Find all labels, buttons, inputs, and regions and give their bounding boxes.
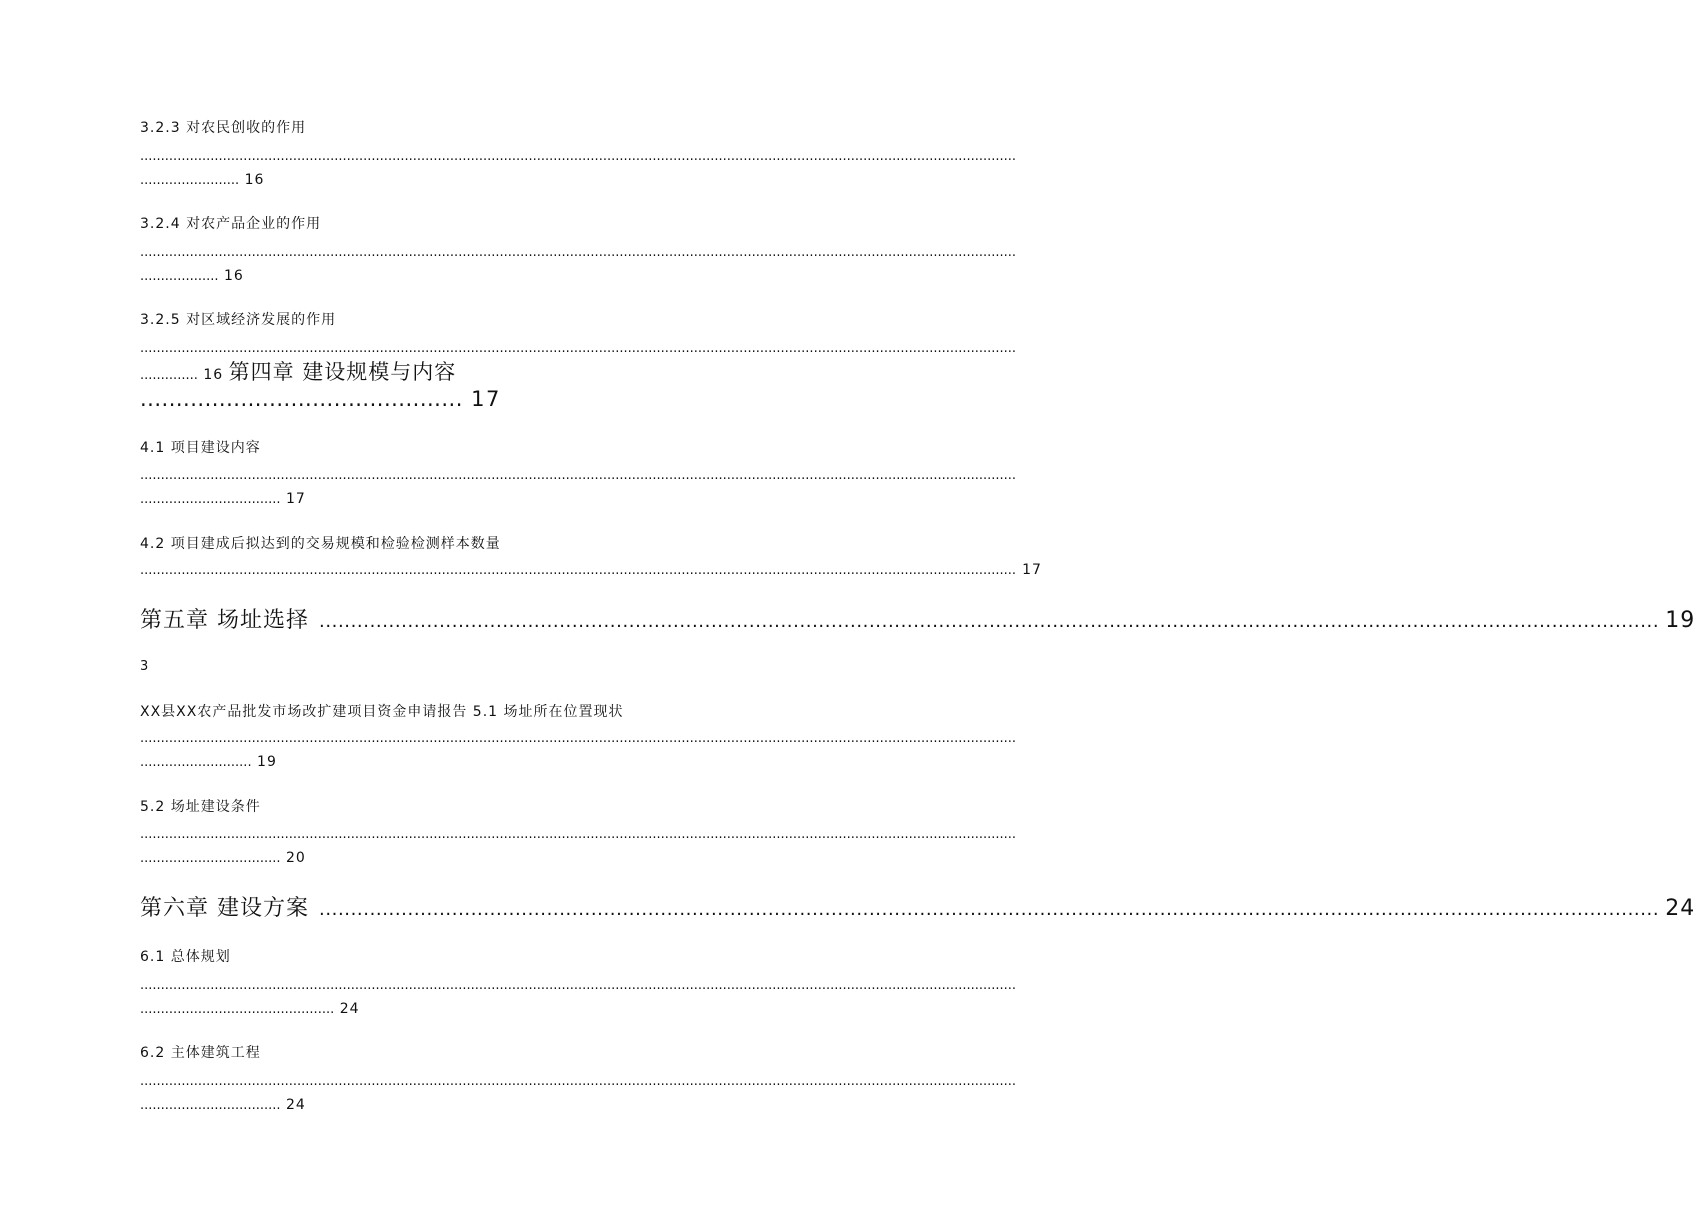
toc-entry-5-1-title: XX县XX农产品批发市场改扩建项目资金申请报告 5.1 场址所在位置现状 xyxy=(140,704,624,720)
toc-entry-6-2-leader: .................................................................................................................................................................................................................... xyxy=(140,1074,1017,1089)
toc-entry-4-2-fill xyxy=(140,561,1042,580)
toc-entry-6-2-line2 xyxy=(140,1096,810,1115)
toc-chapter-4-leader: ............................................. xyxy=(140,387,463,411)
toc-entry-6-1-leader: .................................................................................................................................................................................................................... xyxy=(140,978,1017,993)
toc-entry-6-2-page: 24 xyxy=(285,1097,306,1113)
toc-entry-5-1-page: 19 xyxy=(257,754,277,770)
toc-chapter-4-title: 第四章 建设规模与内容 xyxy=(228,360,457,384)
toc-chapter-6 xyxy=(140,894,1695,925)
toc-entry-3-2-4-leader: .................................................................................................................................................................................................................... xyxy=(140,245,1017,260)
toc-entry-3-2-5-leader: .................................................................................................................................................................................................................... xyxy=(140,341,1017,356)
toc-entry-3-2-3-leader: .................................................................................................................................................................................................................... xyxy=(140,149,1017,164)
toc-chapter-5 xyxy=(140,606,1695,637)
toc-entry-5-2-page: 20 xyxy=(285,850,306,866)
toc-entry-5-1-leader: .................................................................................................................................................................................................................... xyxy=(140,731,1017,746)
toc-entry-6-1-leader-end: ............................................... xyxy=(140,1002,335,1017)
toc-entry-4-1-page: 17 xyxy=(285,491,306,507)
toc-chapter-5-title: 第五章 场址选择 xyxy=(140,608,309,633)
toc-entry-5-1-line2 xyxy=(140,753,810,772)
toc-entry-3-2-3-page: 16 xyxy=(244,172,265,188)
toc-entry-3-2-3-leader-end: ........................ xyxy=(140,173,240,188)
page-number: 3 xyxy=(140,659,150,674)
toc-entry-4-1-title: 4.1 项目建设内容 xyxy=(140,440,261,456)
toc-entry-3-2-3-title: 3.2.3 对农民创收的作用 xyxy=(140,120,307,136)
toc-chapter-4-line2 xyxy=(140,385,810,413)
toc-entry-5-2-line2 xyxy=(140,849,810,868)
toc-entry-6-1-line2 xyxy=(140,1000,810,1019)
toc-entry-4-2-page: 17 xyxy=(1022,562,1042,578)
toc-entry-3-2-5-title: 3.2.5 对区域经济发展的作用 xyxy=(140,312,337,328)
toc-chapter-6-title: 第六章 建设方案 xyxy=(140,896,309,921)
toc-entry-4-1-leader: .................................................................................................................................................................................................................... xyxy=(140,468,1017,483)
toc-entry-4-1-line2 xyxy=(140,490,810,509)
toc-entry-3-2-3-line2 xyxy=(140,171,810,190)
toc-chapter-6-page: 24 xyxy=(1665,896,1695,921)
toc-chapter-6-leader: .................................................................................................................................................................................................................... xyxy=(319,899,1660,920)
toc-chapter-5-leader: .................................................................................................................................................................................................................... xyxy=(319,611,1660,632)
toc-chapter-4-page: 17 xyxy=(471,387,501,411)
toc-entry-3-2-5-leader-end: .............. xyxy=(140,368,198,383)
toc-entry-4-2-line2 xyxy=(140,561,1042,580)
toc-chapter-5-page: 19 xyxy=(1665,608,1695,633)
toc-entry-5-2-title: 5.2 场址建设条件 xyxy=(140,799,261,815)
toc-entry-3-2-4-page: 16 xyxy=(223,268,244,284)
toc-chapter-5-fill xyxy=(140,606,1695,637)
toc-entry-6-1-page: 24 xyxy=(339,1001,360,1017)
toc-entry-3-2-5-page: 16 xyxy=(203,367,224,383)
toc-entry-5-2-leader: .................................................................................................................................................................................................................... xyxy=(140,827,1017,842)
toc-entry-3-2-4-line2 xyxy=(140,267,810,286)
toc-entry-6-1-title: 6.1 总体规划 xyxy=(140,949,231,965)
toc-entry-4-2-title: 4.2 项目建成后拟达到的交易规模和检验检测样本数量 xyxy=(140,536,501,552)
toc-entry-6-2-title: 6.2 主体建筑工程 xyxy=(140,1045,261,1061)
toc-entry-6-2-leader-end: .................................. xyxy=(140,1098,281,1113)
toc-entry-4-1-leader-end: .................................. xyxy=(140,492,281,507)
toc-entry-3-2-4-title: 3.2.4 对农产品企业的作用 xyxy=(140,216,322,232)
toc-entry-4-2-leader: .................................................................................................................................................................................................................... xyxy=(140,563,1017,578)
toc-entry-5-2-leader-end: .................................. xyxy=(140,851,281,866)
toc-chapter-6-fill xyxy=(140,894,1695,925)
toc-entry-5-1-leader-end: ........................... xyxy=(140,755,252,770)
toc-entry-3-2-4-leader-end: ................... xyxy=(140,269,219,284)
